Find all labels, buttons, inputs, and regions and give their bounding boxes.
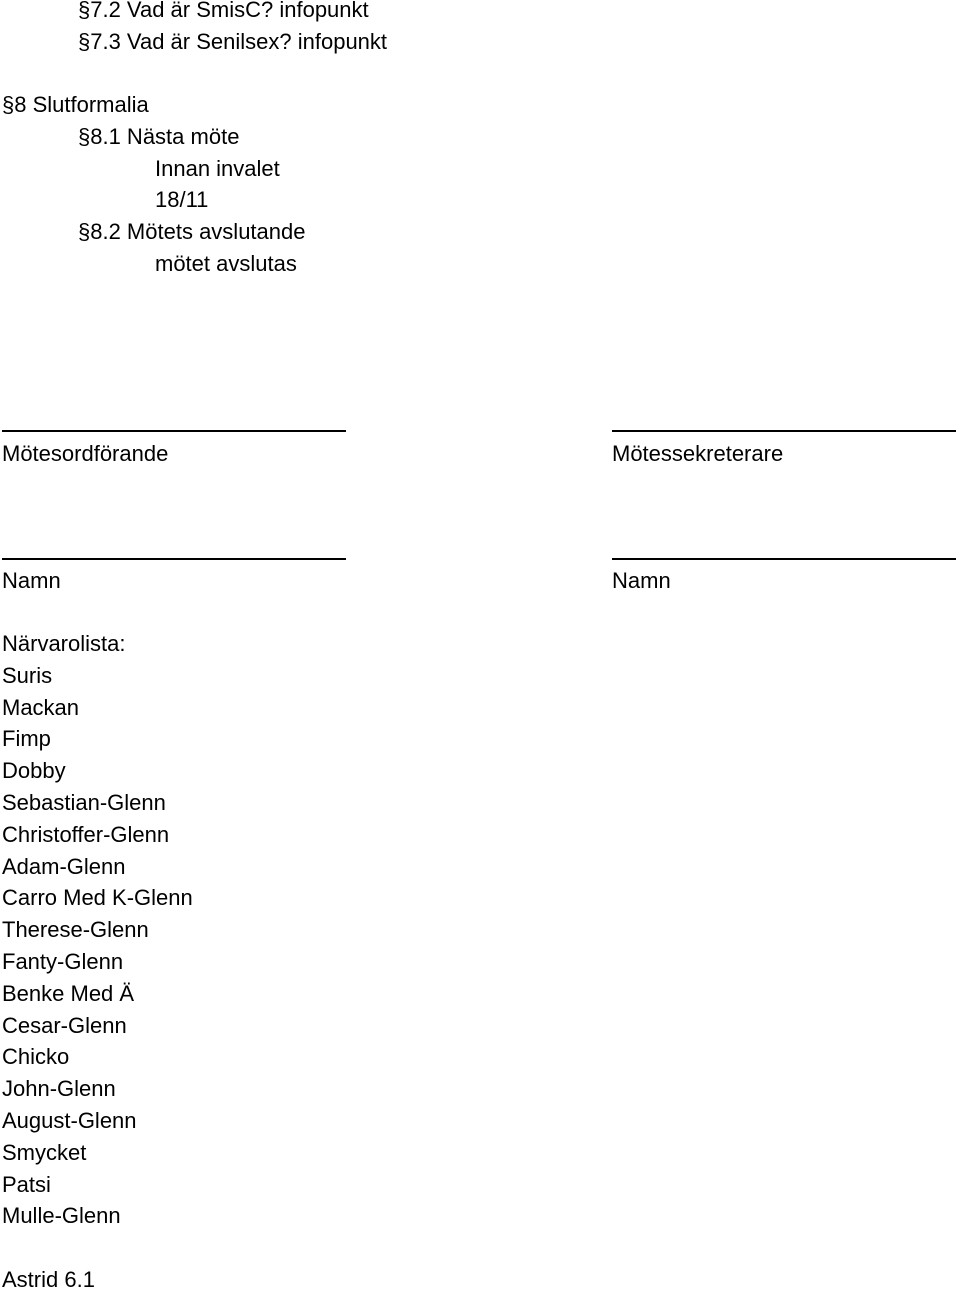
attendee-name: Dobby [2,758,66,784]
agenda-item-8-1: §8.1 Nästa möte [78,124,240,149]
attendee-name: Fanty-Glenn [2,948,124,974]
agenda-section-8-heading: §8 Slutformalia [2,92,149,117]
attendee-name: Suris [2,662,53,688]
secretary-role-label: Mötessekreterare [612,441,784,466]
attendee-name: John-Glenn [2,1076,116,1102]
attendee-name: August-Glenn [2,1107,137,1133]
attendee-name: Therese-Glenn [2,917,149,943]
attendee-name: Carro Med K-Glenn [2,885,193,911]
secretary-signature-line [612,430,956,432]
attendee-name: Mulle-Glenn [2,1203,121,1229]
attendee-name: Smycket [2,1139,87,1165]
agenda-item-7-3: §7.3 Vad är Senilsex? infopunkt [78,29,388,54]
attendee-name: Chicko [2,1044,70,1070]
attendee-name: Fimp [2,726,51,752]
attendance-list [2,628,193,1232]
chair-role-label: Mötesordförande [2,441,169,466]
attendee-name: Adam-Glenn [2,853,126,879]
attendee-name: Patsi [2,1171,51,1197]
attendance-heading: Närvarolista: [2,631,126,656]
agenda-item-8-2-note: mötet avslutas [155,251,297,276]
agenda-item-8-1-note: Innan invalet [155,156,280,181]
attendee-name: Cesar-Glenn [2,1012,127,1038]
secretary-name-line [612,558,956,560]
attendee-name: Benke Med Ä [2,980,135,1006]
agenda-item-8-2: §8.2 Mötets avslutande [78,219,306,244]
footer-note: Astrid 6.1 [2,1267,95,1292]
secretary-name-label: Namn [612,568,671,593]
attendee-name: Sebastian-Glenn [2,789,166,815]
chair-name-label: Namn [2,568,61,593]
attendee-name: Mackan [2,694,80,720]
agenda-item-7-2: §7.2 Vad är SmisC? infopunkt [78,0,369,22]
attendee-name: Christoffer-Glenn [2,821,170,847]
chair-signature-line [2,430,346,432]
chair-name-line [2,558,346,560]
agenda-item-8-1-date: 18/11 [155,187,209,212]
